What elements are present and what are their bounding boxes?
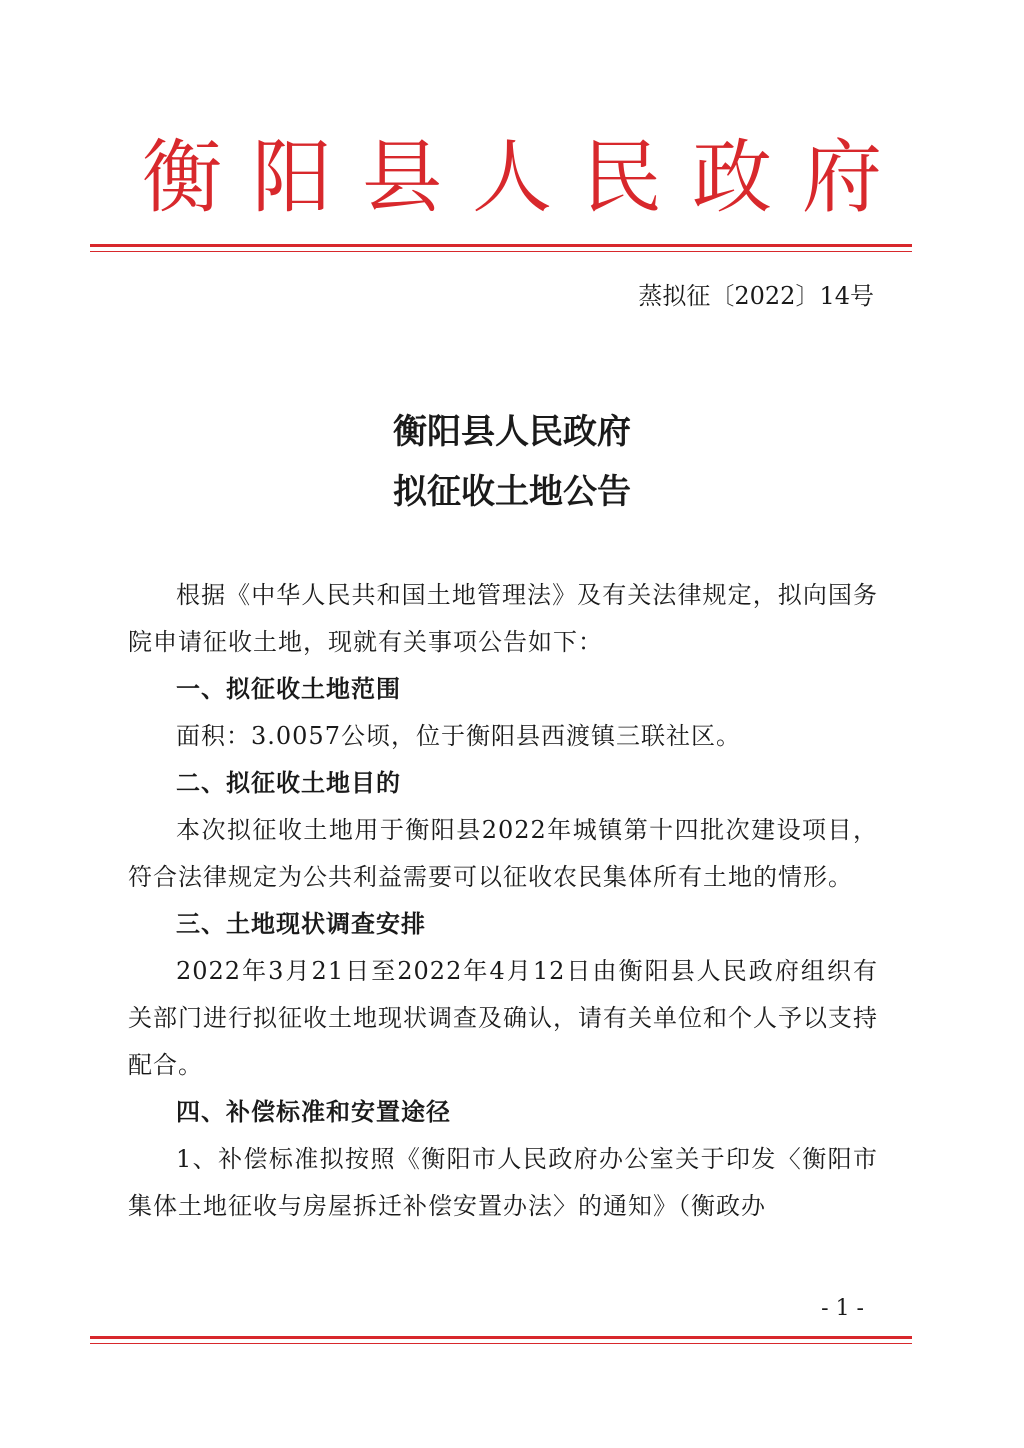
masthead-divider-thin [90, 251, 912, 252]
section2-heading: 二、拟征收土地目的 [176, 769, 401, 797]
section1-heading: 一、拟征收土地范围 [176, 675, 401, 703]
document-body [128, 572, 878, 1230]
document-title-line1: 衡阳县人民政府 [393, 412, 631, 452]
masthead-divider-thick [90, 244, 912, 247]
section3-heading: 三、土地现状调查安排 [176, 910, 426, 938]
page-number: - 1 - [821, 1296, 864, 1321]
section4-heading: 四、补偿标准和安置途径 [176, 1098, 451, 1126]
section1-text: 面积：3.0057公顷，位于衡阳县西渡镇三联社区。 [176, 722, 741, 750]
intro-paragraph: 根据《中华人民共和国土地管理法》及有关法律规定，拟向国务院申请征收土地，现就有关事项公告如下： [128, 581, 878, 656]
footer-divider-thick [90, 1336, 912, 1339]
document-title-line2: 拟征收土地公告 [393, 472, 631, 512]
masthead-title: 衡阳县人民政府 [142, 131, 912, 224]
footer-divider-thin [90, 1343, 912, 1344]
section4-item1: 1、补偿标准拟按照《衡阳市人民政府办公室关于印发〈衡阳市集体土地征收与房屋拆迁补偿安置办法〉的通知》（衡政办 [128, 1145, 878, 1220]
section2-text: 本次拟征收土地用于衡阳县2022年城镇第十四批次建设项目，符合法律规定为公共利益需要可以征收农民集体所有土地的情形。 [128, 816, 878, 891]
section3-text: 2022年3月21日至2022年4月12日由衡阳县人民政府组织有关部门进行拟征收土地现状调查及确认，请有关单位和个人予以支持配合。 [128, 957, 878, 1079]
document-number: 蒸拟征〔2022〕14号 [638, 282, 874, 310]
